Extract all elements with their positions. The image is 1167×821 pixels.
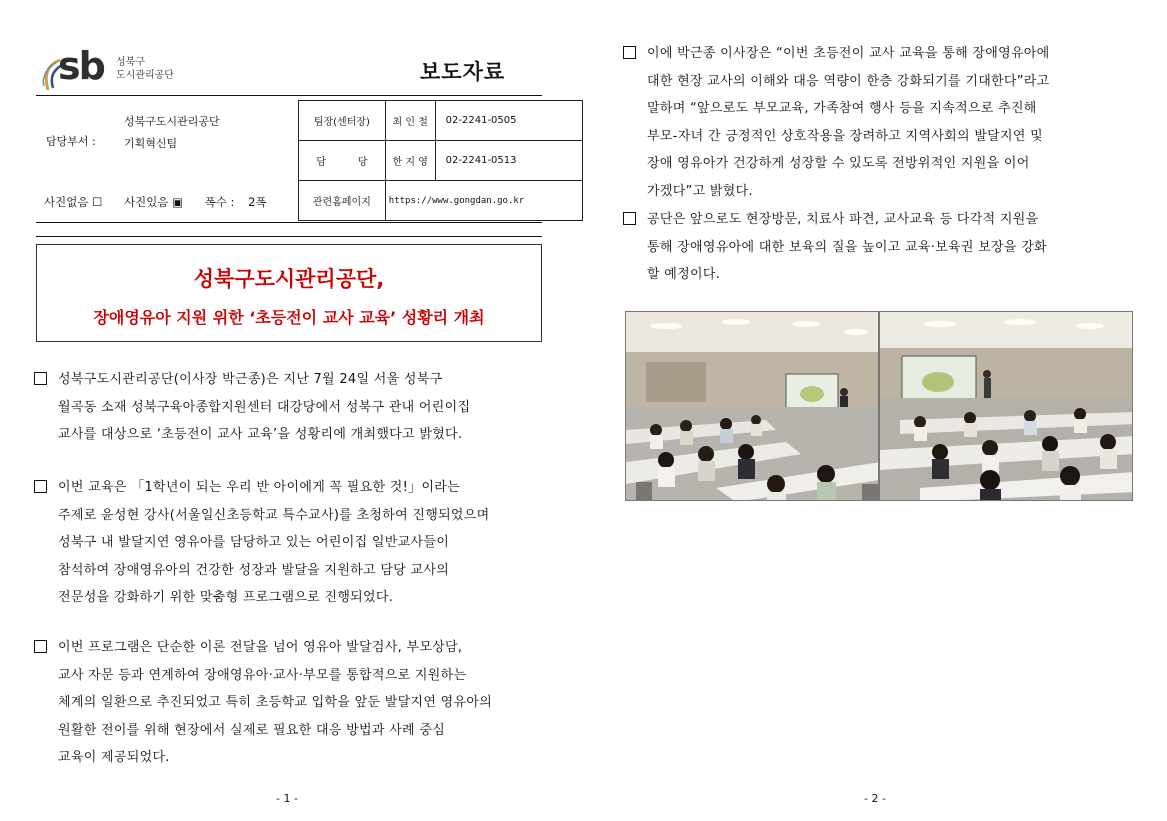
paragraph-line: 월곡동 소재 성북구육아종합지원센터 대강당에서 성북구 관내 어린이집	[58, 399, 471, 415]
paragraph-1	[34, 366, 546, 449]
paragraph-line: 주제로 윤성현 강사(서울일신초등학교 특수교사)를 초청하여 진행되었으며	[58, 507, 490, 523]
contact-row	[299, 101, 583, 141]
contact-role: 담 당	[299, 141, 386, 181]
page-count-label: 폭수 :	[204, 195, 235, 209]
paragraph-5	[623, 206, 1135, 289]
page-number-1: - 1 -	[276, 792, 298, 805]
paragraph-line: 참석하여 장애영유아의 건강한 성장과 발달을 지원하고 담당 교사의	[58, 562, 450, 578]
paragraph-line: 부모-자녀 간 긍정적인 상호작용을 장려하고 지역사회의 발달지연 및	[647, 128, 1044, 144]
paragraph-4	[623, 40, 1135, 205]
paragraph-line: 통해 장애영유아에 대한 보육의 질을 높이고 교육·보육권 보장을 강화	[647, 239, 1047, 255]
homepage-label: 관련홈페이지	[299, 181, 386, 221]
contact-name: 최 인 철	[385, 101, 435, 141]
department-org: 성북구도시관리공단	[124, 115, 220, 128]
paragraph-line: 성북구 내 발달지연 영유아를 담당하고 있는 어린이집 일반교사들이	[58, 535, 450, 550]
paragraph-line: 교사 자문 등과 연계하여 장애영유아·교사·부모를 통합적으로 지원하는	[58, 667, 467, 683]
event-photo-2	[879, 311, 1133, 501]
page-number-2: - 2 -	[864, 792, 886, 805]
bullet-box-icon	[623, 46, 636, 59]
paragraph-2	[34, 474, 546, 612]
header-rule	[36, 95, 542, 96]
contact-row	[299, 181, 583, 221]
paragraph-line: 성북구도시관리공단(이사장 박근종)은 지난 7월 24일 서울 성북구	[58, 372, 443, 387]
paragraph-line: 이번 교육은 「1학년이 되는 우리 반 아이에게 꼭 필요한 것!」이라는	[58, 480, 461, 495]
headline-box	[36, 244, 542, 342]
contact-name: 한 지 영	[385, 141, 435, 181]
logo-name-line1: 성북구	[116, 57, 145, 68]
section-rule-1	[36, 222, 542, 223]
event-photo-1	[625, 311, 879, 501]
paragraph-line: 이에 박근종 이사장은 “이번 초등전이 교사 교육을 통해 장애영유아에	[647, 46, 1050, 61]
paragraph-line: 공단은 앞으로도 현장방문, 치료사 파견, 교사교육 등 다각적 지원을	[647, 212, 1039, 227]
paragraph-line: 이번 프로그램은 단순한 이론 전달을 넘어 영유아 발달검사, 부모상담,	[58, 640, 463, 655]
paragraph-line: 할 예정이다.	[647, 267, 721, 282]
contact-phone: 02-2241-0513	[435, 141, 582, 181]
department-team: 기획혁신팀	[124, 137, 178, 150]
no-photo-option: 사진없음 ☐	[44, 195, 103, 209]
logo-name-line2: 도시관리공단	[116, 70, 174, 81]
contact-role: 팀장(센터장)	[299, 101, 386, 141]
bullet-box-icon	[623, 212, 636, 225]
doc-type-title: 보도자료	[420, 60, 506, 84]
paragraph-line: 교육이 제공되었다.	[58, 750, 170, 765]
section-rule-2	[36, 236, 542, 237]
org-logo	[40, 44, 190, 92]
logo-org-name	[116, 56, 174, 82]
headline-line1: 성북구도시관리공단,	[193, 267, 385, 291]
headline-line2: 장애영유아 지원 위한 ‘초등전이 교사 교육’ 성황리 개최	[93, 308, 485, 327]
homepage-link[interactable]: https://www.gongdan.go.kr	[385, 181, 582, 221]
photo-info-line	[44, 194, 285, 210]
contact-row	[299, 141, 583, 181]
logo-mark: sb	[58, 44, 104, 88]
bullet-box-icon	[34, 640, 47, 653]
paragraph-line: 전문성을 강화하기 위한 맞춤형 프로그램으로 진행되었다.	[58, 590, 394, 605]
classroom-photo-illustration	[880, 312, 1133, 501]
paragraph-line: 대한 현장 교사의 이해와 대응 역량이 한층 강화되기를 기대한다”라고	[647, 73, 1050, 89]
page-count-value: 2폭	[248, 195, 267, 209]
paragraph-line: 교사를 대상으로 ‘초등전이 교사 교육’을 성황리에 개최했다고 밝혔다.	[58, 427, 463, 442]
department-label: 담당부서 :	[46, 135, 96, 148]
paragraph-line: 장애 영유아가 건강하게 성장할 수 있도록 전방위적인 지원을 이어	[647, 156, 1030, 171]
paragraph-3	[34, 634, 546, 772]
bullet-box-icon	[34, 372, 47, 385]
classroom-photo-illustration	[626, 312, 879, 501]
paragraph-line: 가겠다”고 밝혔다.	[647, 183, 753, 199]
contact-table	[298, 100, 583, 221]
paragraph-line: 원활한 전이를 위해 현장에서 실제로 필요한 대응 방법과 사례 중심	[58, 722, 446, 738]
paragraph-line: 말하며 “앞으로도 부모교육, 가족참여 행사 등을 지속적으로 추진해	[647, 101, 1037, 116]
bullet-box-icon	[34, 480, 47, 493]
contact-phone: 02-2241-0505	[435, 101, 582, 141]
page-1	[0, 0, 583, 821]
with-photo-option: 사진있음 ▣	[124, 195, 184, 209]
paragraph-line: 체계의 일환으로 추진되었고 특히 초등학교 입학을 앞둔 발달지연 영유아의	[58, 695, 493, 710]
